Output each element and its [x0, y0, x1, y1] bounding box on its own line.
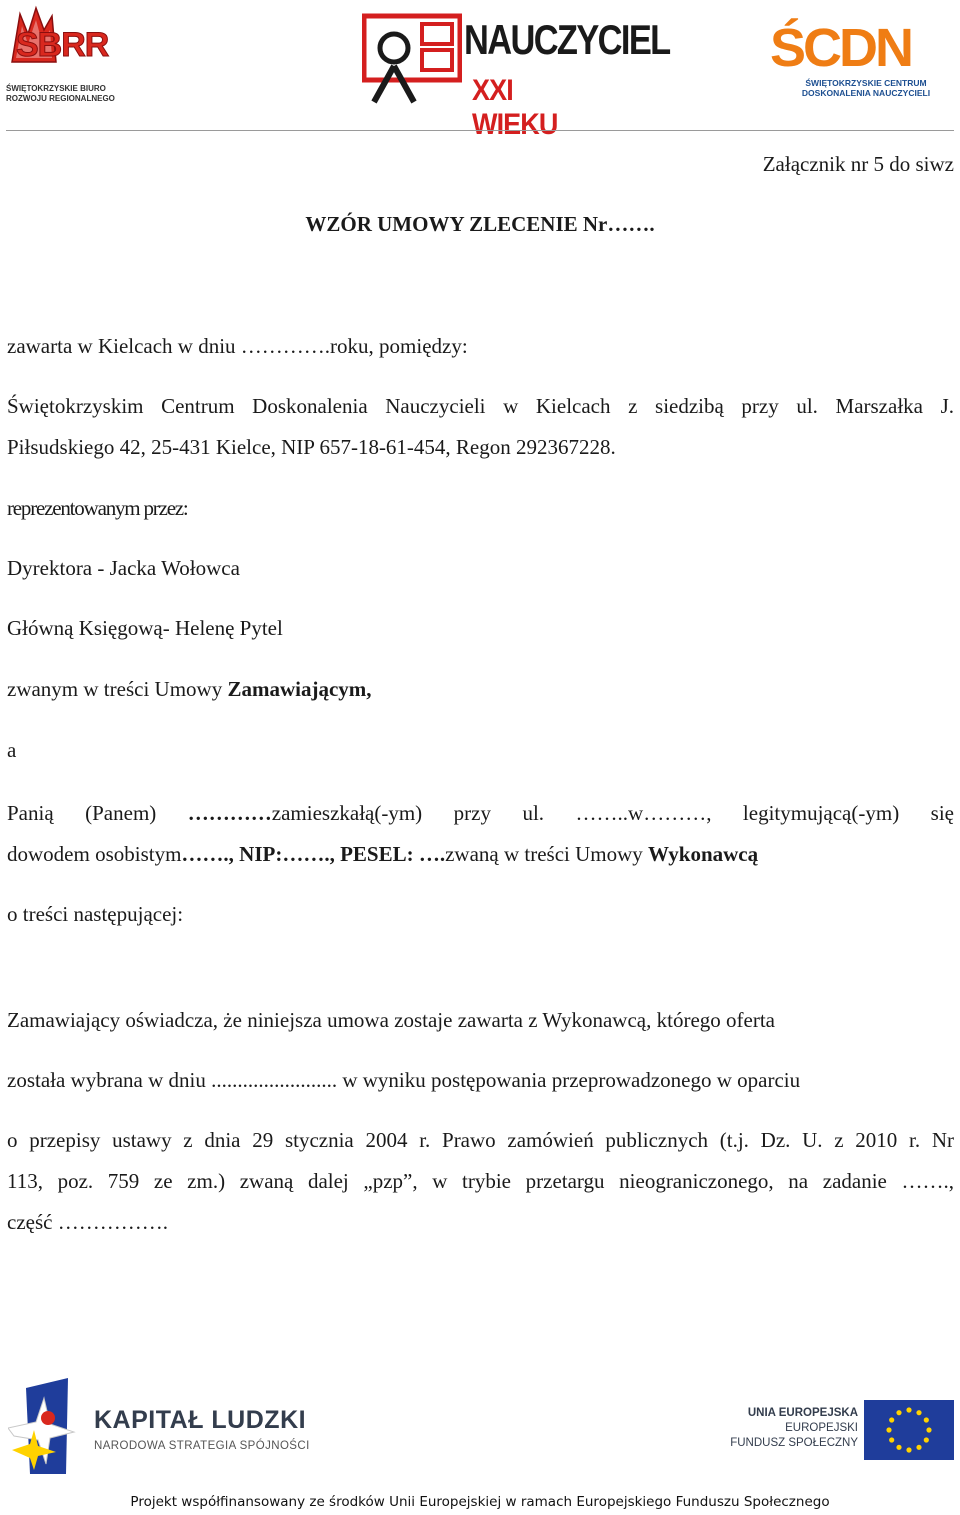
eu-star-icon	[896, 1410, 901, 1415]
eu-star-icon	[916, 1410, 921, 1415]
eu-star-icon	[924, 1417, 929, 1422]
party1-line: Świętokrzyskim Centrum Doskonalenia Nauczycieli w Kielcach z siedzibą przy ul. Marszałka J.	[7, 394, 954, 418]
kapital-ludzki-subtitle: NARODOWA STRATEGIA SPÓJNOŚCI	[94, 1440, 310, 1452]
scdn-wordmark: ŚCDN	[770, 18, 912, 78]
eu-star-icon	[916, 1445, 921, 1450]
called-prefix: zwanym w treści Umowy	[7, 677, 228, 701]
attachment-label: Załącznik nr 5 do siwz	[762, 152, 954, 176]
represented-by: reprezentowanym przez:	[7, 496, 188, 520]
nauczyciel-wordmark: NAUCZYCIEL	[464, 16, 670, 63]
contractor-called: zwaną w treści Umowy	[445, 842, 649, 866]
eu-star-icon	[889, 1417, 894, 1422]
nauczyciel-subtitle: XXI WIEKU	[472, 74, 558, 141]
eu-star-icon	[906, 1447, 911, 1452]
called-line	[7, 669, 954, 710]
accountant-line: Główną Księgową- Helenę Pytel	[7, 616, 283, 640]
scdn-subtitle	[774, 78, 958, 98]
content-follows: o treści następującej:	[7, 902, 184, 926]
contractor-dots: …………	[187, 801, 272, 825]
party1-line: Piłsudskiego 42, 25-431 Kielce, NIP 657-18-61-454, Regon 292367228.	[7, 435, 616, 459]
eu-star-icon	[924, 1437, 929, 1442]
party1-role: Zamawiającym,	[227, 677, 372, 701]
eu-star-icon	[889, 1437, 894, 1442]
statement-line: część …………….	[7, 1210, 168, 1234]
kapital-ludzki-emblem-icon	[8, 1378, 88, 1478]
header-divider	[6, 130, 954, 131]
scdn-subtitle-line: DOSKONALENIA NAUCZYCIELI	[801, 88, 931, 98]
contractor-line	[7, 834, 954, 875]
contractor-line	[7, 793, 954, 834]
statement-line: o przepisy ustawy z dnia 29 stycznia 2004 r. Prawo zamówień publicznych (t.j. Dz. U. z 2010 r. Nr	[7, 1128, 954, 1152]
sbrr-wordmark: SBRR	[16, 26, 109, 64]
scdn-subtitle-line: ŚWIĘTOKRZYSKIE CENTRUM	[805, 78, 927, 88]
and-line: a	[7, 738, 17, 762]
eu-text-line: UNIA EUROPEJSKA	[747, 1407, 858, 1419]
eu-flag-icon	[864, 1400, 954, 1460]
contractor-id-dots: ……., NIP:……., PESEL: ….	[181, 842, 446, 866]
sbrr-subtitle-line: ŚWIĘTOKRZYSKIE BIURO	[6, 84, 106, 93]
statement-line: została wybrana w dniu ........................ w wyniku postępowania przeprowadzonego w oparciu	[7, 1068, 801, 1092]
eu-text-line: FUNDUSZ SPOŁECZNY	[730, 1437, 858, 1449]
contractor-address: zamieszkałą(-ym) przy ul. ……..w………, legitymującą(-ym) się	[271, 801, 955, 825]
contractor-id: dowodem osobistym	[7, 842, 182, 866]
cofinancing-note: Projekt współfinansowany ze środków Unii Europejskiej w ramach Europejskiego Funduszu Społecznego	[130, 1494, 830, 1510]
eu-text	[728, 1406, 858, 1451]
eu-star-icon	[896, 1445, 901, 1450]
scdn-logo	[770, 18, 956, 100]
eu-text-line: EUROPEJSKI	[785, 1422, 858, 1434]
party2-role: Wykonawcą	[648, 842, 759, 866]
eu-star-icon	[906, 1407, 911, 1412]
concluded-line: zawarta w Kielcach w dniu ………….roku, pomiędzy:	[7, 334, 468, 358]
eu-star-icon	[926, 1427, 931, 1432]
nauczyciel-emblem-icon	[362, 10, 462, 106]
director-line: Dyrektora - Jacka Wołowca	[7, 556, 240, 580]
sbrr-subtitle-line: ROZWOJU REGIONALNEGO	[6, 94, 115, 103]
kapital-ludzki-title: KAPITAŁ LUDZKI	[94, 1406, 307, 1434]
statement-line: 113, poz. 759 ze zm.) zwaną dalej „pzp”, w trybie przetargu nieograniczonego, na zadanie …….,	[7, 1169, 954, 1193]
sbrr-subtitle	[6, 84, 136, 104]
contractor-prefix: Panią (Panem)	[7, 801, 188, 825]
nauczyciel-logo	[362, 10, 670, 141]
eu-star-icon	[886, 1427, 891, 1432]
document-title: WZÓR UMOWY ZLECENIE Nr…….	[305, 212, 655, 236]
kapital-ludzki-logo	[8, 1378, 328, 1478]
eu-logo	[728, 1400, 956, 1462]
statement-line: Zamawiający oświadcza, że niniejsza umowa zostaje zawarta z Wykonawcą, którego oferta	[7, 1008, 775, 1032]
sbrr-logo	[6, 4, 126, 108]
